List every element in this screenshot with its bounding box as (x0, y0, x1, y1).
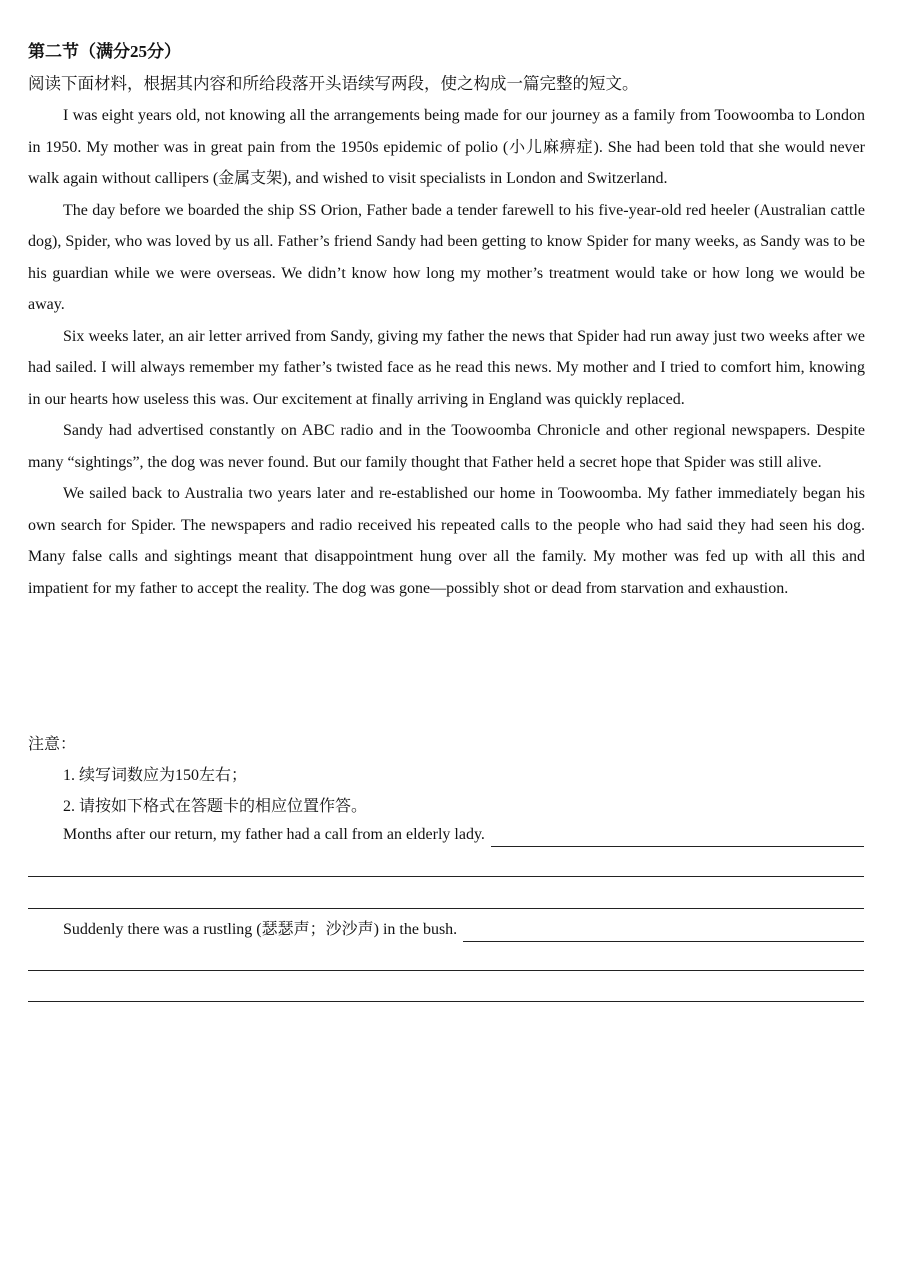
answer-line[interactable] (491, 828, 864, 847)
notes-label: 注意： (28, 736, 77, 753)
passage-paragraph: The day before we boarded the ship SS Orion, Father bade a tender farewell to his five-year-old red heeler (Australian cattle dog), Spider, who was loved by us all. Father’s friend Sandy had been getting to know Spider for many weeks, as Sandy was to be his guardian while we were overseas. We didn’t know how long my mother’s treatment would take or how long we would be away. (28, 201, 865, 313)
answer-line[interactable] (28, 970, 864, 971)
answer-line[interactable] (28, 1001, 864, 1002)
passage-paragraph: I was eight years old, not knowing all the arrangements being made for our journey as a family from Toowoomba to London in 1950. My mother was in great pain from the 1950s epidemic of polio (小儿麻痹症). She had been told that she would never walk again without callipers (金属支架), and wished to visit specialists in London and Switzerland. (28, 107, 865, 187)
answer-line[interactable] (28, 908, 864, 909)
continuation-paragraph-2 (28, 918, 864, 942)
continuation-paragraph-1 (28, 823, 864, 847)
notes-section (28, 729, 868, 822)
passage-paragraph: We sailed back to Australia two years later and re-established our home in Toowoomba. My father immediately began his own search for Spider. The newspapers and radio received his repeated calls to the people who had said they had seen his dog. Many false calls and sightings meant that disappointment hung over all the family. My mother was fed up with all this and impatient for my father to accept the reality. The dog was gone—possibly shot or dead from starvation and exhaustion. (28, 485, 865, 597)
note-item: 2. 请按如下格式在答题卡的相应位置作答。 (63, 798, 368, 815)
answer-line[interactable] (28, 876, 864, 877)
answer-line[interactable] (463, 923, 864, 942)
continuation-starter: Months after our return, my father had a call from an elderly lady. (63, 826, 485, 843)
continuation-starter: Suddenly there was a rustling (瑟瑟声；沙沙声) in the bush. (63, 921, 458, 938)
reading-passage (28, 100, 865, 604)
section-instruction: 阅读下面材料，根据其内容和所给段落开头语续写两段，使之构成一篇完整的短文。 (28, 74, 639, 93)
section-heading: 第二节（满分25分） (28, 42, 181, 61)
passage-paragraph: Six weeks later, an air letter arrived from Sandy, giving my father the news that Spider had run away just two weeks after we had sailed. I will always remember my father’s twisted face as he read this news. My mother and I tried to comfort him, knowing in our hearts how useless this was. Our excitement at finally arriving in England was quickly replaced. (28, 327, 865, 408)
passage-paragraph: Sandy had advertised constantly on ABC radio and in the Toowoomba Chronicle and other regional newspapers. Despite many “sightings”, the dog was never found. But our family thought that Father held a secret hope that Spider was still alive. (28, 422, 865, 471)
note-item: 1. 续写词数应为150左右； (63, 767, 248, 784)
